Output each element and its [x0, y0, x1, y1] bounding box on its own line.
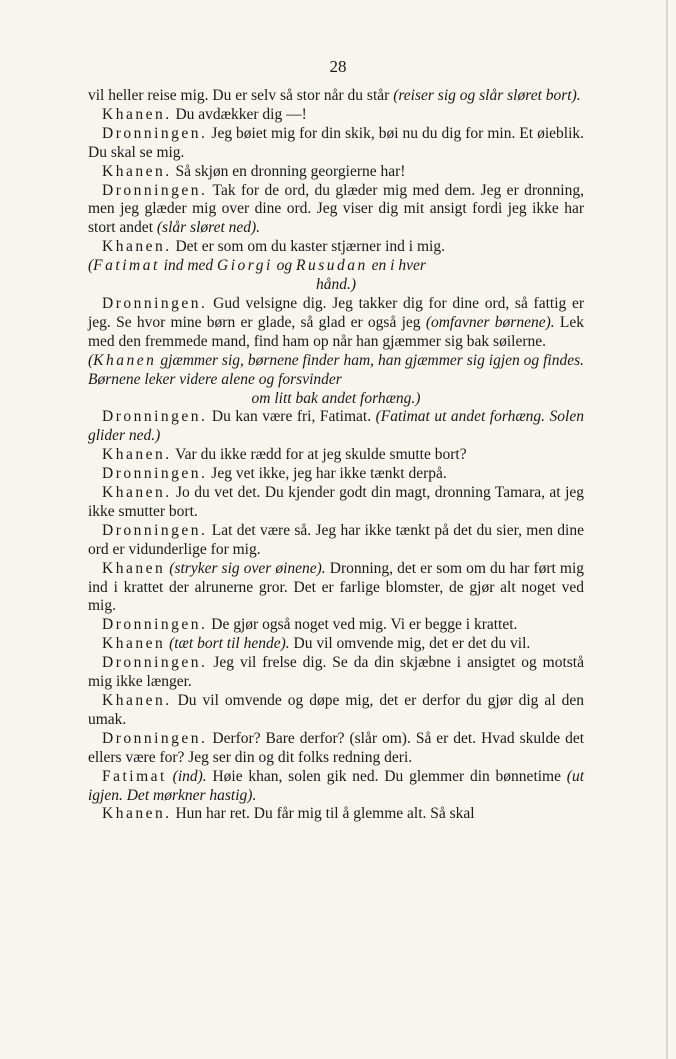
text-run: Du kan være fri, Fatimat. [207, 408, 376, 426]
text-run: (slår sløret ned). [156, 219, 261, 237]
paragraph [88, 635, 584, 654]
text-run: ( [88, 351, 94, 369]
text-run: Du vil omvende og døpe mig, det er derfor du gjør dig al den umak. [88, 692, 584, 728]
paragraph [88, 484, 584, 522]
paragraph [88, 654, 584, 692]
text-run: Dronningen. [102, 124, 208, 142]
text-run: Dronningen. [102, 181, 208, 199]
paragraph [88, 352, 584, 390]
paragraph [88, 692, 584, 730]
text-run: og [272, 257, 297, 275]
text-run: Dronningen. [102, 465, 208, 483]
paragraph [88, 182, 584, 239]
text-run: Khanen. [102, 692, 172, 709]
page-text [88, 87, 584, 824]
paragraph [88, 805, 584, 824]
paragraph [88, 408, 584, 446]
text-run: ( [88, 257, 94, 275]
paragraph [88, 163, 584, 182]
text-run: (stryker sig over øinene). [169, 559, 326, 577]
text-run: Jo du vet det. Du kjender godt din magt, dronning Tamara, at jeg ikke smutter bort. [88, 484, 584, 520]
text-run: Giorgi [217, 257, 273, 275]
paragraph [88, 238, 584, 257]
text-run: Høie khan, solen gik ned. Du glemmer din bønnetime [206, 767, 567, 785]
text-run: Var du ikke rædd for at jeg skulde smutte bort? [171, 446, 467, 464]
page-edge [666, 0, 668, 1059]
text-run: Fatimat [93, 257, 160, 275]
text-run: Khanen [102, 635, 166, 653]
text-run: Jeg vet ikke, jeg har ikke tænkt derpå. [207, 465, 447, 483]
text-run: Gud velsigne dig. Jeg takker dig for dine ord, så fattig er jeg. Se hvor mine børn er glade, så glad er også jeg [88, 294, 584, 331]
text-run: ind med [159, 257, 218, 275]
text-run: (Fatimat ut andet forhæng. Solen glider ned.) [88, 408, 584, 445]
text-run: (ut igjen. Det mørkner hastig). [88, 767, 584, 804]
text-run: Khanen [102, 559, 166, 577]
text-run: Jeg bøiet mig for din skik, bøi nu du dig for min. Et øieblik. Du skal se mig. [88, 124, 584, 161]
text-run: Dronningen. [102, 729, 208, 747]
paragraph [88, 125, 584, 163]
paragraph [88, 616, 584, 635]
text-run: Jeg vil frelse dig. Se da din skjæbne i ansigtet og motstå mig ikke længer. [88, 654, 584, 691]
paragraph [88, 295, 584, 352]
text-run: Lat det være så. Jeg har ikke tænkt på det du sier, men dine ord er vidunderlige for mig. [88, 521, 584, 558]
page-number: 28 [329, 57, 347, 76]
paragraph [88, 465, 584, 484]
text-run: Derfor? Bare derfor? (slår om). Så er det. Hvad skulde det ellers være for? Jeg ser din og dit folks redning deri. [88, 729, 584, 766]
text-run: en i hver [367, 257, 426, 275]
text-run: gjæmmer sig, børnene finder ham, han gjæmmer sig igjen og findes. Børnene leker videre alene og forsvinder [88, 351, 584, 388]
text-run: Dronning, det er som om du har ført mig ind i krattet der alrunerne gror. Det er farlige blomster, de gjør alt noget ved mig. [88, 559, 585, 615]
paragraph [88, 276, 584, 295]
paragraph [88, 522, 584, 560]
paragraph [88, 730, 584, 768]
text-run: Dronningen. [102, 521, 208, 539]
text-run: Fatimat [102, 767, 167, 785]
text-run: hånd.) [315, 276, 357, 294]
text-run: (ind). [172, 767, 207, 785]
text-run: Khanen. [102, 238, 172, 256]
text-run: Du vil omvende mig, det er det du vil. [289, 635, 531, 653]
text-run: Dronningen. [102, 408, 208, 426]
text-run: Så skjøn en dronning georgierne har! [171, 162, 406, 180]
text-run: om litt bak andet forhæng.) [251, 389, 421, 407]
text-run: Khanen [93, 351, 157, 369]
text-run: Khanen. [102, 446, 172, 464]
text-run: Du avdækker dig —! [171, 105, 307, 123]
paragraph [88, 768, 584, 806]
paragraph [88, 106, 584, 125]
text-run: Khanen. [102, 162, 172, 180]
text-run: Hun har ret. Du får mig til å glemme alt. Så skal [171, 805, 475, 823]
paragraph [88, 257, 584, 276]
paragraph [88, 560, 584, 617]
text-run: Dronningen. [102, 654, 208, 672]
text-run: Dronningen. [102, 294, 208, 312]
text-run: Dronningen. [102, 616, 208, 634]
text-run: Khanen. [102, 105, 172, 123]
text-run: Rusudan [296, 257, 368, 275]
text-run: (reiser sig og slår sløret bort). [393, 87, 581, 104]
paragraph [88, 87, 584, 106]
text-run: vil heller reise mig. Du er selv så stor når du står [88, 87, 394, 104]
text-run: Khanen. [102, 805, 172, 823]
text-run: Tak for de ord, du glæder mig med dem. Jeg er dronning, men jeg glæder mig over dine ord. Jeg viser dig mit ansigt fordi jeg ikke har stort andet [88, 181, 584, 237]
text-run: Lek med den fremmede mand, find ham op når han gjæmmer sig bak søilerne. [88, 313, 584, 350]
paragraph [88, 446, 584, 465]
text-run: Khanen. [102, 484, 172, 502]
paragraph [88, 390, 584, 409]
text-run: (omfavner børnene). [425, 313, 555, 331]
text-run: De gjør også noget ved mig. Vi er begge i krattet. [207, 616, 518, 634]
text-run: Det er som om du kaster stjærner ind i mig. [171, 238, 445, 256]
text-run: (tæt bort til hende). [169, 635, 290, 653]
